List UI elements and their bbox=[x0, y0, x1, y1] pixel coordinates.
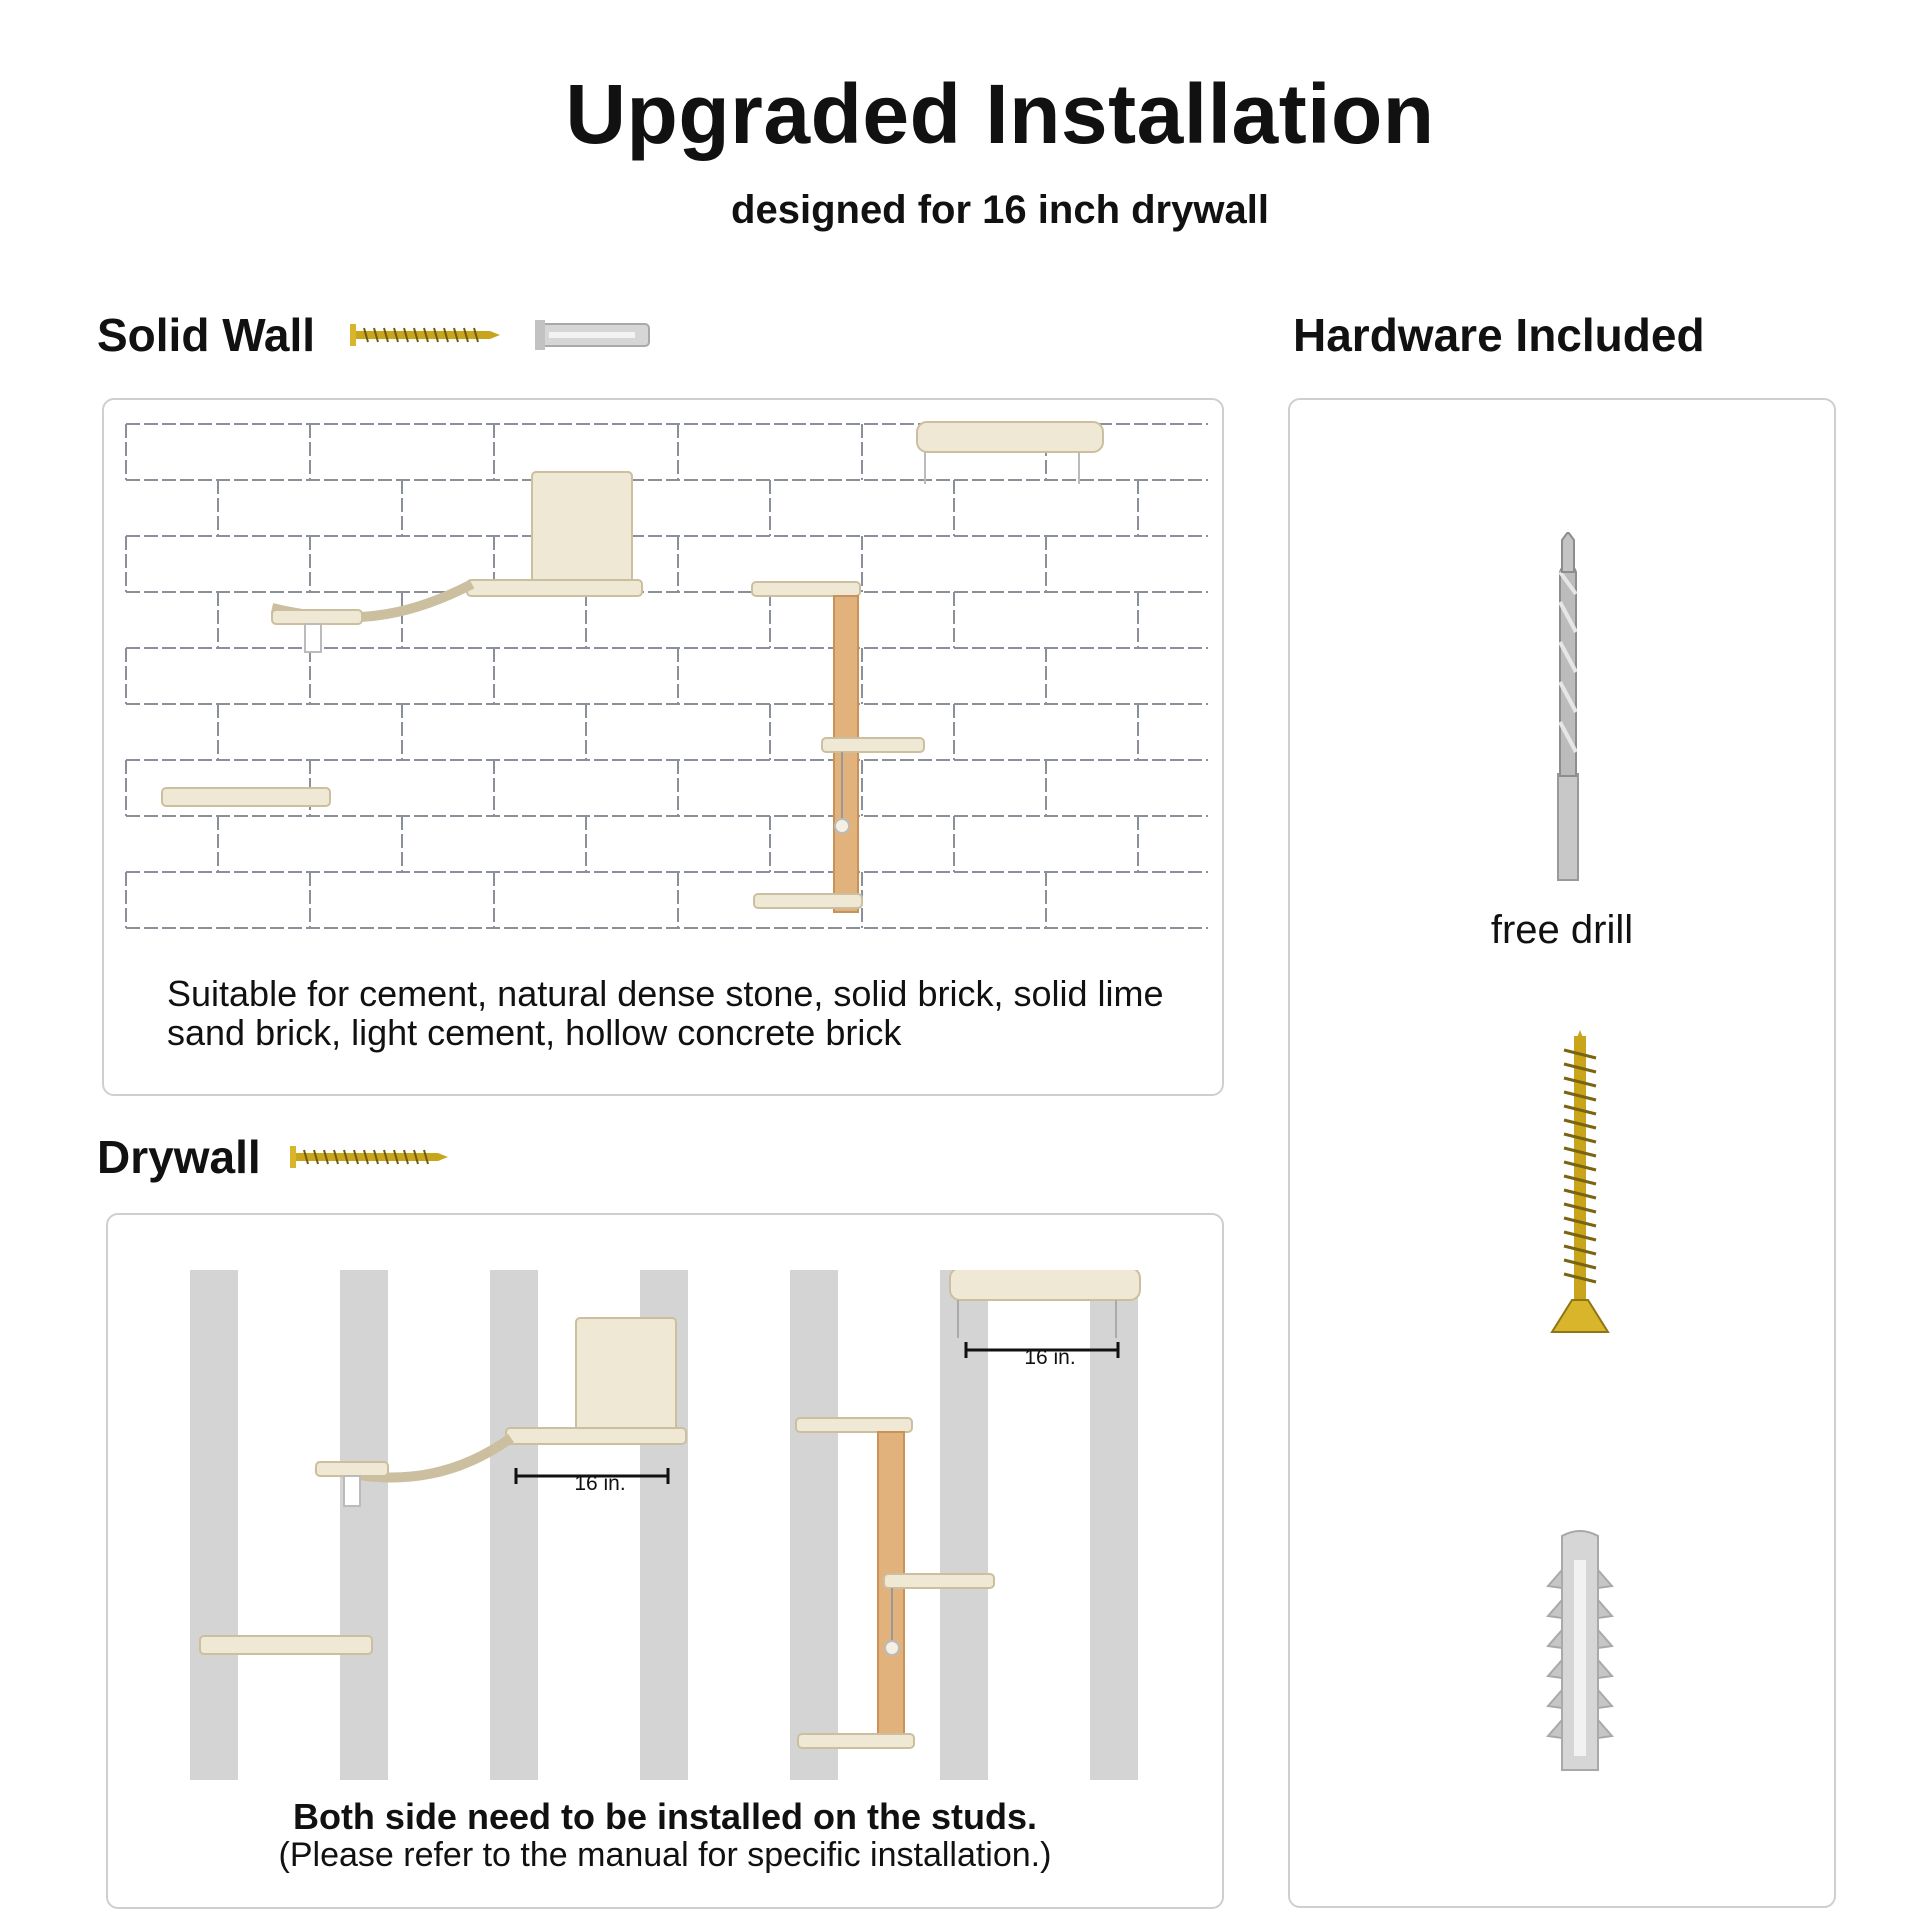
brick-wall-illustration bbox=[122, 400, 1212, 940]
drywall-note-bold: Both side need to be installed on the studs. bbox=[292, 1796, 1038, 1837]
wall-anchor-icon bbox=[1540, 1530, 1620, 1776]
solid-wall-heading: Solid Wall bbox=[97, 309, 316, 361]
spacing-label-left: 16 in. bbox=[574, 1472, 626, 1495]
screw-icon bbox=[1550, 1030, 1610, 1342]
shelf-set-solid bbox=[162, 422, 1103, 912]
page-subtitle: designed for 16 inch drywall bbox=[731, 188, 1269, 232]
drywall-heading: Drywall bbox=[97, 1131, 261, 1183]
hardware-label-drill: free drill bbox=[1490, 908, 1634, 952]
screw-icon bbox=[290, 1144, 450, 1170]
screw-icon bbox=[350, 322, 500, 348]
drywall-note-regular: (Please refer to the manual for specific installation.) bbox=[278, 1836, 1052, 1874]
page-title: Upgraded Installation bbox=[565, 67, 1435, 161]
solid-wall-description: Suitable for cement, natural dense stone, solid brick, solid lime sand brick, light cement, hollow concrete brick bbox=[167, 973, 1164, 1053]
hardware-heading: Hardware Included bbox=[1293, 309, 1705, 361]
spacing-label-right: 16 in. bbox=[1024, 1346, 1076, 1369]
drill-bit-icon bbox=[1552, 532, 1584, 882]
wall-anchor-icon bbox=[535, 318, 655, 352]
